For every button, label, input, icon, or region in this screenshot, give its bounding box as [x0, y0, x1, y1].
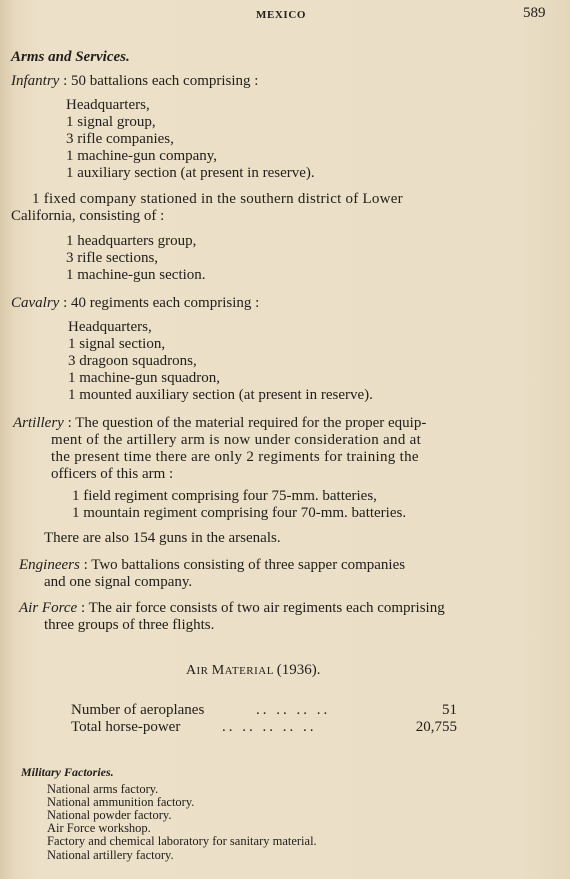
cavalry-intro	[11, 295, 259, 312]
table-row-label: Total horse-power	[71, 719, 181, 735]
artillery-line: the present time there are only 2 regiments for training the	[51, 449, 419, 465]
air-force-line-text: : The air force consists of two air regiments each comprising	[77, 600, 445, 616]
artillery-item: 1 mountain regiment comprising four 70-mm. batteries.	[72, 505, 407, 521]
infantry-fixed-item: 1 headquarters group,	[66, 233, 197, 249]
table-row-dots: .. .. .. .. ..	[222, 719, 317, 735]
running-title: MEXICO	[255, 9, 307, 21]
infantry-label: Infantry	[11, 73, 60, 89]
factory-item: Factory and chemical laboratory for sanitary material.	[47, 834, 317, 848]
artillery-line: ment of the artillery arm is now under consideration and at	[51, 432, 422, 448]
factory-item: National ammunition factory.	[47, 795, 195, 809]
cavalry-item: 3 dragoon squadrons,	[68, 353, 197, 369]
cavalry-item: 1 machine-gun squadron,	[68, 370, 221, 386]
section-heading-arms: Arms and Services.	[11, 49, 130, 65]
artillery-line-text: : The question of the material required for the proper equip-	[63, 415, 427, 431]
infantry-fixed-line: 1 fixed company stationed in the southern district of Lower	[32, 191, 403, 207]
factory-item: Air Force workshop.	[47, 821, 151, 835]
infantry-item: 3 rifle companies,	[66, 131, 174, 147]
infantry-intro-text: : 50 battalions each comprising :	[59, 73, 259, 89]
infantry-item: Headquarters,	[66, 97, 150, 113]
infantry-intro	[11, 73, 258, 90]
artillery-line: officers of this arm :	[51, 466, 174, 482]
air-material-title: AIR MATERIAL (1936).	[186, 662, 321, 678]
infantry-item: 1 signal group,	[66, 114, 156, 130]
table-row-label: Number of aeroplanes	[71, 702, 205, 718]
factory-item: National arms factory.	[47, 782, 159, 796]
infantry-item: 1 machine-gun company,	[66, 148, 218, 164]
infantry-fixed-line: California, consisting of :	[11, 208, 165, 224]
cavalry-label: Cavalry	[11, 295, 60, 311]
artillery-label: Artillery	[13, 415, 64, 431]
air-force-line	[19, 600, 445, 617]
cavalry-item: 1 signal section,	[68, 336, 166, 352]
infantry-fixed-item: 1 machine-gun section.	[66, 267, 206, 283]
cavalry-item: 1 mounted auxiliary section (at present in reserve).	[68, 387, 373, 403]
table-row-value: 20,755	[415, 719, 457, 735]
artillery-line	[13, 415, 426, 432]
engineers-line	[19, 557, 405, 574]
table-row-value: 51	[442, 702, 457, 718]
air-force-label: Air Force	[19, 600, 78, 616]
factory-item: National powder factory.	[47, 808, 172, 822]
infantry-item: 1 auxiliary section (at present in reserve).	[66, 165, 315, 181]
cavalry-intro-text: : 40 regiments each comprising :	[59, 295, 260, 311]
artillery-item: 1 field regiment comprising four 75-mm. batteries,	[72, 488, 377, 504]
infantry-fixed-item: 3 rifle sections,	[66, 250, 159, 266]
air-force-line: three groups of three flights.	[44, 617, 215, 633]
factories-heading: Military Factories.	[21, 765, 114, 779]
cavalry-item: Headquarters,	[68, 319, 152, 335]
engineers-label: Engineers	[19, 557, 80, 573]
engineers-line: and one signal company.	[44, 574, 193, 590]
engineers-line-text: : Two battalions consisting of three sapper companies	[79, 557, 406, 573]
factory-item: National artillery factory.	[47, 848, 174, 862]
artillery-guns-note: There are also 154 guns in the arsenals.	[44, 530, 281, 546]
page-number: 589	[523, 5, 546, 21]
table-row-dots: .. .. .. ..	[256, 702, 331, 718]
